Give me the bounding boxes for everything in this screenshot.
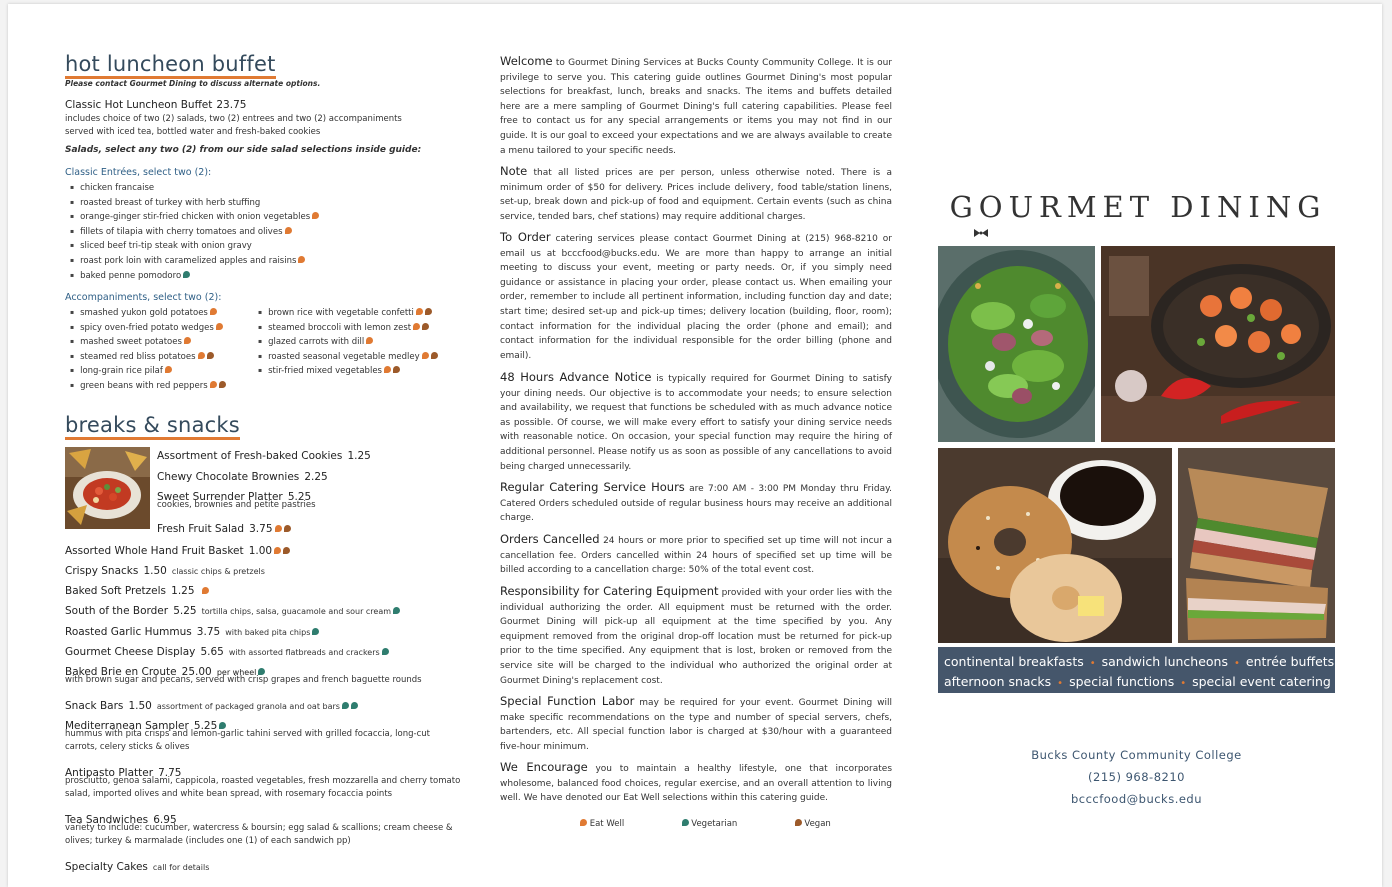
eat-well-icon bbox=[298, 256, 305, 263]
list-item: ▪ roast pork loin with caramelized apples and raisins bbox=[70, 254, 319, 269]
bowtie-icon bbox=[974, 222, 988, 230]
item-cheese: Gourmet Cheese Display 5.65 with assorted flatbreads and crackers bbox=[65, 640, 389, 659]
info-cancelled: Orders Cancelled 24 hours or more prior to specified set up time will not incur a cancellation fee. Orders cancelled within 24 hours of specified set up time will be billed according to a cancellation charge: 50% of the total event cost. bbox=[500, 532, 893, 576]
item-brie: Baked Brie en Croute 25.00 per wheel bbox=[65, 660, 265, 679]
vegan-icon bbox=[207, 352, 214, 359]
info-labor: Special Function Labor may be required for your event. Gourmet Dining will make specific recommendations on the type and number of special servers, chefs, bartenders, etc. All special function labor is charged at $30/hour with a guaranteed five-hour minimum. bbox=[500, 694, 892, 752]
list-item: ▪ spicy oven-fried potato wedges bbox=[70, 321, 226, 336]
contact-email[interactable]: bcccfood@bucks.edu bbox=[1070, 792, 1203, 806]
brand-title: GOURMET DINING bbox=[949, 190, 1327, 224]
classic-buffet bbox=[65, 99, 246, 111]
item-crispy: Crispy Snacks 1.50 classic chips & pretzels bbox=[65, 565, 265, 577]
eat-well-icon bbox=[274, 547, 281, 554]
classic-buffet-desc-1: includes choice of two (2) salads, two (2) entrees and two (2) accompaniments bbox=[65, 114, 402, 124]
med-desc-2: carrots, celery sticks & olives bbox=[65, 742, 190, 752]
vegan-icon bbox=[284, 525, 291, 532]
list-item: ▪ long-grain rice pilaf bbox=[70, 364, 226, 379]
eat-well-icon bbox=[184, 337, 191, 344]
eat-well-icon bbox=[210, 381, 217, 388]
legend-eat-well: Eat Well bbox=[589, 819, 625, 829]
shrimp-image bbox=[1101, 246, 1335, 442]
bagel-photo bbox=[938, 448, 1172, 643]
vegetarian-icon bbox=[682, 819, 689, 826]
list-item: ▪ sliced beef tri-tip steak with onion gravy bbox=[70, 239, 319, 254]
brie-desc: with brown sugar and pecans, served with crisp grapes and french baguette rounds bbox=[65, 675, 422, 685]
eat-well-icon bbox=[312, 212, 319, 219]
eat-well-icon bbox=[580, 819, 587, 826]
item-fruit-basket: Assorted Whole Hand Fruit Basket 1.00 bbox=[65, 539, 290, 558]
legend-vegan: Vegan bbox=[804, 819, 831, 829]
eat-well-icon bbox=[416, 308, 423, 315]
salad-photo bbox=[938, 246, 1095, 442]
contact-college: Bucks County Community College bbox=[1031, 748, 1242, 762]
item-specialty: Specialty Cakes call for details bbox=[65, 861, 210, 873]
accompaniments-list-right bbox=[258, 306, 438, 379]
vegetarian-icon bbox=[342, 702, 349, 709]
info-to-order: To Order catering services please contact Gourmet Dining at (215) 968-8210 or email us at bcccfood@bucks.edu. We are more than happy to arrange an initial meeting to discuss your event, meeting or party needs. Or, if you simply need guidance or assistance in placing your order, please contact us. When emailing your order, remember to include all pertinent information, including function day and date; start time; desired set-up and pick-up times; delivery location (building, floor, room); contact information for the individual placing the order (phone and email); and contact information for the individual responsible for the order billing (phone and email). bbox=[500, 230, 892, 361]
catering-guide-page bbox=[8, 4, 1382, 887]
list-item: ▪ brown rice with vegetable confetti bbox=[258, 306, 438, 321]
list-item: ▪ orange-ginger stir-fried chicken with onion vegetables bbox=[70, 210, 319, 225]
vegan-icon bbox=[283, 547, 290, 554]
item-snackbars: Snack Bars 1.50 assortment of packaged granola and oat bars bbox=[65, 694, 358, 713]
info-encourage: We Encourage you to maintain a healthy lifestyle, one that incorporates wholesome, balanced food choices, regular exercise, and an overall attention to living well. We have denoted our Eat Well selections within this catering guide. bbox=[500, 760, 893, 804]
list-item: ▪ steamed broccoli with lemon zest bbox=[258, 321, 438, 336]
tea-desc-2: olives; turkey & marmalade (includes one (1) of each sandwich pp) bbox=[65, 836, 351, 846]
vegetarian-icon bbox=[351, 702, 358, 709]
item-fruit-salad: Fresh Fruit Salad 3.75 bbox=[157, 517, 291, 536]
item-pretzels: Baked Soft Pretzels 1.25 bbox=[65, 579, 209, 598]
salad-image bbox=[938, 246, 1095, 442]
eat-well-icon bbox=[216, 323, 223, 330]
entrees-list bbox=[70, 181, 319, 283]
salads-note: Salads, select any two (2) from our side salad selections inside guide: bbox=[65, 145, 422, 155]
buffet-title: hot luncheon buffet bbox=[65, 52, 276, 79]
vegan-icon bbox=[795, 819, 802, 826]
med-desc-1: hummus with pita crisps and lemon-garlic tahini served with grilled focaccia, long-cut bbox=[65, 729, 430, 739]
list-item: ▪ roasted breast of turkey with herb stuffing bbox=[70, 196, 319, 211]
info-service-hours: Regular Catering Service Hours are 7:00 AM - 3:00 PM Monday thru Friday. Catered Orders scheduled outside of regular business hours may receive an additional charge. bbox=[500, 480, 892, 524]
banner-line-1: continental breakfasts • sandwich luncheons • entrée buffets bbox=[944, 654, 1335, 669]
chips-and-salsa-image bbox=[65, 447, 150, 529]
list-item: ▪ mashed sweet potatoes bbox=[70, 335, 226, 350]
sandwich-image bbox=[1178, 448, 1335, 643]
vegan-icon bbox=[393, 366, 400, 373]
list-item: ▪ stir-fried mixed vegetables bbox=[258, 364, 438, 379]
vegan-icon bbox=[431, 352, 438, 359]
list-item: ▪ baked penne pomodoro bbox=[70, 269, 319, 284]
sandwich-photo bbox=[1178, 448, 1335, 643]
tea-desc-1: variety to include: cucumber, watercress & boursin; egg salad & scallions; cream cheese & bbox=[65, 823, 453, 833]
item-mediterranean: Mediterranean Sampler 5.25 bbox=[65, 714, 226, 733]
eat-well-icon bbox=[198, 352, 205, 359]
eat-well-icon bbox=[366, 337, 373, 344]
vegan-icon bbox=[219, 381, 226, 388]
classic-buffet-desc-2: served with iced tea, bottled water and fresh-baked cookies bbox=[65, 127, 321, 137]
list-item: ▪ green beans with red peppers bbox=[70, 379, 226, 394]
list-item: ▪ chicken francaise bbox=[70, 181, 319, 196]
info-advance-notice: 48 Hours Advance Notice is typically required for Gourmet Dining to satisfy your dining needs. Our objective is to accommodate your needs; to ensure selection and availability, we request that functions be scheduled with as much advance notice as possible. Of course, we will make every effort to satisfy your dining service needs with reasonable notice. On occasion, your special function may require the hiring of additional personnel. Please notify us as soon as possible of any cancellations to avoid being charged unnecessarily. bbox=[500, 370, 892, 472]
entrees-heading: Classic Entrées, select two (2): bbox=[65, 167, 212, 178]
vegetarian-icon bbox=[393, 607, 400, 614]
legend bbox=[578, 819, 831, 829]
item-border: South of the Border 5.25 tortilla chips, salsa, guacamole and sour cream bbox=[65, 599, 400, 618]
surrender-desc: cookies, brownies and petite pastries bbox=[157, 500, 316, 510]
vegetarian-icon bbox=[183, 271, 190, 278]
eat-well-icon bbox=[422, 352, 429, 359]
vegetarian-icon bbox=[312, 628, 319, 635]
item-hummus: Roasted Garlic Hummus 3.75 with baked pita chips bbox=[65, 620, 319, 639]
contact-phone[interactable]: (215) 968-8210 bbox=[1088, 770, 1185, 784]
snack-photo bbox=[65, 447, 150, 529]
antipasto-desc-1: prosciutto, genoa salami, cappicola, roasted vegetables, fresh mozzarella and cherry tomato bbox=[65, 776, 461, 786]
vegan-icon bbox=[422, 323, 429, 330]
buffet-note: Please contact Gourmet Dining to discuss alternate options. bbox=[65, 79, 321, 88]
info-note: Note that all listed prices are per person, unless otherwise noted. There is a minimum order of $50 for delivery. Prices include delivery, food table/station linens, set-up, break down and pick-up of food and equipment. Certain events (such as china service, tended bars, chef stations) may require additional charges. bbox=[500, 164, 892, 222]
vegetarian-icon bbox=[382, 648, 389, 655]
bagel-coffee-image bbox=[938, 448, 1172, 643]
item-surrender: Sweet Surrender Platter 5.25 bbox=[157, 491, 312, 503]
classic-buffet-name: Classic Hot Luncheon Buffet bbox=[65, 99, 213, 111]
shrimp-photo bbox=[1101, 246, 1335, 442]
accompaniments-list-left bbox=[70, 306, 226, 394]
services-banner bbox=[938, 647, 1335, 693]
list-item: ▪ glazed carrots with dill bbox=[258, 335, 438, 350]
accompaniments-heading: Accompaniments, select two (2): bbox=[65, 292, 222, 303]
banner-line-2: afternoon snacks • special functions • special event catering bbox=[944, 674, 1331, 689]
eat-well-icon bbox=[384, 366, 391, 373]
list-item: ▪ fillets of tilapia with cherry tomatoes and olives bbox=[70, 225, 319, 240]
antipasto-desc-2: salad, imported olives and white bean spread, with rosemary focaccia points bbox=[65, 789, 393, 799]
info-equipment: Responsibility for Catering Equipment provided with your order lies with the individual authorizing the order. All equipment must be returned with the order. Gourmet Dining will pick-up all equipment at the time specified by you. Any equipment removed from the original drop-off location must be returned for pick-up prior to the time specified. Any equipment that is lost, broken or removed from the service site will be charged to the individual who authorized the original order at Gourmet Dining's replacement cost. bbox=[500, 584, 892, 686]
eat-well-icon bbox=[165, 366, 172, 373]
item-brownies: Chewy Chocolate Brownies 2.25 bbox=[157, 471, 328, 483]
eat-well-icon bbox=[285, 227, 292, 234]
classic-buffet-price: 23.75 bbox=[216, 99, 247, 111]
eat-well-icon bbox=[275, 525, 282, 532]
legend-vegetarian: Vegetarian bbox=[691, 819, 738, 829]
item-tea: Tea Sandwiches 6.95 bbox=[65, 814, 177, 826]
list-item: ▪ roasted seasonal vegetable medley bbox=[258, 350, 438, 365]
item-antipasto: Antipasto Platter 7.75 bbox=[65, 767, 182, 779]
eat-well-icon bbox=[413, 323, 420, 330]
breaks-title: breaks & snacks bbox=[65, 413, 240, 440]
list-item: ▪ smashed yukon gold potatoes bbox=[70, 306, 226, 321]
eat-well-icon bbox=[210, 308, 217, 315]
item-cookies: Assortment of Fresh-baked Cookies 1.25 bbox=[157, 450, 371, 462]
list-item: ▪ steamed red bliss potatoes bbox=[70, 350, 226, 365]
vegan-icon bbox=[425, 308, 432, 315]
eat-well-icon bbox=[202, 587, 209, 594]
info-welcome: Welcome to Gourmet Dining Services at Bucks County Community College. It is our privilege to serve you. This catering guide outlines Gourmet Dining's most popular selections for breakfast, lunch, breaks and snacks. The items and buffets detailed here are a mere sampling of Gourmet Dining's full catering capabilities. Please feel free to contact us for any special arrangements or items you may not find in our guide. It is our goal to exceed your expectations and we are always available to create a menu tailored to your specific needs. bbox=[500, 54, 892, 156]
